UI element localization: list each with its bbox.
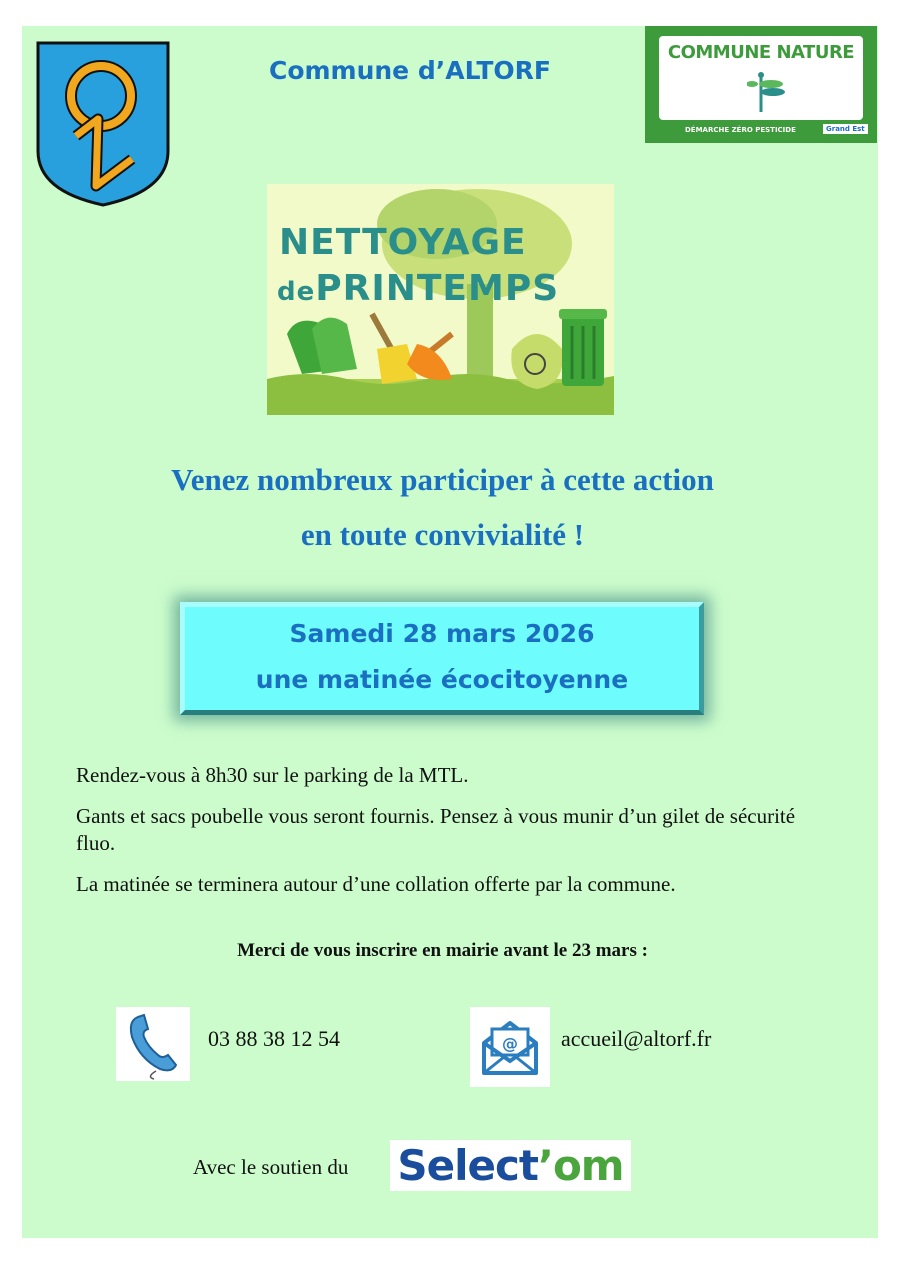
mail-icon-box — [470, 1007, 550, 1087]
banner-subtitle — [277, 270, 559, 311]
nature-label-subtitle: DÉMARCHE ZÉRO PESTICIDE — [685, 126, 796, 134]
dragonfly-icon — [747, 70, 787, 114]
phone-icon-box — [116, 1007, 190, 1081]
phone-number[interactable]: 03 88 38 12 54 — [208, 1026, 340, 1051]
grand-est-badge: Grand Est — [823, 124, 868, 134]
selectom-main: Select — [397, 1141, 538, 1190]
invitation-line-1: Venez nombreux participer à cette action — [171, 462, 714, 497]
banner-title: NETTOYAGE — [279, 222, 527, 263]
nature-label-title: COMMUNE NATURE — [667, 42, 855, 63]
banner-subtitle-prefix: de — [277, 277, 316, 307]
registration-notice: Merci de vous inscrire en mairie avant le 23 mars : — [237, 940, 648, 961]
email-icon — [470, 1007, 550, 1087]
support-label: Avec le soutien du — [193, 1155, 349, 1179]
altorf-crest-icon — [36, 41, 170, 207]
event-date: Samedi 28 mars 2026 — [289, 619, 595, 648]
commune-nature-logo — [645, 26, 877, 143]
event-subtitle: une matinée écocitoyenne — [255, 665, 629, 694]
event-date-box — [180, 602, 704, 715]
selectom-logo — [390, 1140, 631, 1191]
phone-icon — [116, 1007, 190, 1081]
selectom-tail: ’om — [538, 1141, 624, 1190]
svg-text:@: @ — [502, 1034, 518, 1053]
banner-subtitle-word: PRINTEMPS — [315, 268, 560, 309]
event-details — [76, 762, 826, 912]
email-address[interactable]: accueil@altorf.fr — [561, 1026, 712, 1051]
invitation-line-2: en toute convivialité ! — [300, 517, 585, 552]
supplies-info: Gants et sacs poubelle vous seront fournis. Pensez à vous munir d’un gilet de sécurité fluo. — [76, 804, 796, 855]
meeting-info: Rendez-vous à 8h30 sur le parking de la MTL. — [76, 763, 469, 787]
spring-cleaning-banner — [267, 184, 614, 415]
commune-title: Commune d’ALTORF — [268, 56, 552, 85]
ending-info: La matinée se terminera autour d’une collation offerte par la commune. — [76, 872, 676, 896]
invitation-text — [90, 452, 795, 562]
